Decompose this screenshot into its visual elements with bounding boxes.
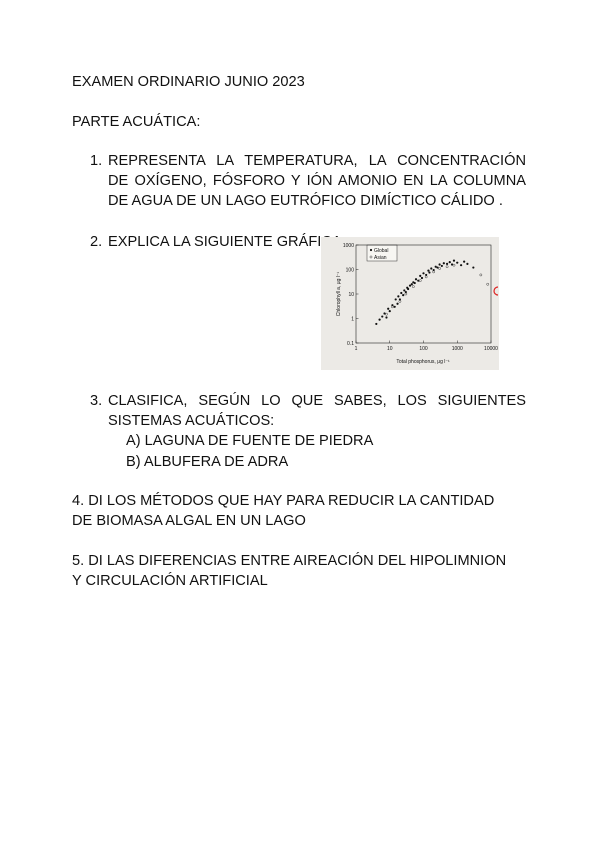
scatter-chart bbox=[321, 237, 499, 370]
x-tick-label: 10 bbox=[386, 346, 393, 352]
y-tick-label: 0.1 bbox=[347, 340, 354, 347]
scatter-point-global bbox=[387, 308, 389, 310]
scatter-point-global bbox=[430, 267, 432, 269]
x-tick-label: 1 bbox=[354, 346, 358, 352]
scatter-point-global bbox=[375, 323, 377, 325]
scatter-point-asian bbox=[412, 286, 414, 288]
scatter-point-global bbox=[466, 263, 468, 265]
data-points bbox=[375, 260, 489, 325]
x-tick-label: 10000 bbox=[484, 346, 498, 352]
scatter-point-global bbox=[414, 282, 416, 284]
scatter-point-global bbox=[403, 289, 405, 291]
scatter-point-global bbox=[395, 298, 397, 300]
legend-label-asian: Asian bbox=[374, 255, 387, 261]
question-2-text: EXPLICA LA SIGUIENTE GRÁFICA: bbox=[108, 234, 346, 250]
scatter-point-global bbox=[389, 310, 391, 312]
scatter-point-asian bbox=[399, 300, 401, 302]
question-3-option-a: A) LAGUNA DE FUENTE DE PIEDRA bbox=[126, 433, 374, 449]
y-tick-label: 1000 bbox=[342, 242, 354, 249]
chart-legend bbox=[367, 245, 397, 261]
question-4-line: 4. DI LOS MÉTODOS QUE HAY PARA REDUCIR LA CANTIDAD bbox=[72, 493, 495, 509]
scatter-point-global bbox=[460, 264, 462, 266]
scatter-point-global bbox=[436, 266, 438, 268]
question-1-number: 1. bbox=[90, 153, 103, 169]
scatter-point-global bbox=[428, 271, 430, 273]
scatter-point-global bbox=[385, 316, 387, 318]
scatter-point-global bbox=[402, 294, 404, 296]
question-4-line: DE BIOMASA ALGAL EN UN LAGO bbox=[72, 513, 306, 529]
scatter-point-global bbox=[396, 303, 398, 305]
scatter-point-asian bbox=[487, 283, 489, 285]
scatter-point-global bbox=[411, 283, 413, 285]
scatter-point-global bbox=[453, 260, 455, 262]
question-1-line: DE OXÍGENO, FÓSFORO Y IÓN AMONIO EN LA COLUMNA bbox=[108, 173, 526, 189]
question-2-number: 2. bbox=[90, 234, 103, 250]
y-axis-label: Chlorophyll a, μg l⁻¹ bbox=[336, 271, 342, 317]
scatter-point-global bbox=[421, 277, 423, 279]
scatter-point-global bbox=[400, 292, 402, 294]
scatter-point-global bbox=[439, 263, 441, 265]
scatter-point-global bbox=[463, 261, 465, 263]
question-3-line: CLASIFICA, SEGÚN LO QUE SABES, LOS SIGUIENTES bbox=[108, 393, 526, 409]
scatter-point-asian bbox=[419, 280, 421, 282]
scatter-point-global bbox=[443, 262, 445, 264]
scatter-point-asian bbox=[453, 264, 455, 266]
question-1-line: DE AGUA DE UN LAGO EUTRÓFICO DIMÍCTICO CÁLIDO . bbox=[108, 193, 503, 209]
y-tick-label: 100 bbox=[345, 267, 354, 274]
x-tick-label: 1000 bbox=[451, 346, 463, 352]
legend-marker-global bbox=[370, 249, 372, 251]
scatter-point-asian bbox=[425, 276, 427, 278]
scatter-point-asian bbox=[405, 293, 407, 295]
scatter-point-global bbox=[378, 319, 380, 321]
exam-title: EXAMEN ORDINARIO JUNIO 2023 bbox=[72, 74, 305, 90]
question-3-line: SISTEMAS ACUÁTICOS: bbox=[108, 413, 275, 429]
scatter-point-global bbox=[472, 266, 474, 268]
scatter-point-asian bbox=[446, 266, 448, 268]
question-1-line: REPRESENTA LA TEMPERATURA, LA CONCENTRACIÓN bbox=[108, 153, 526, 169]
scatter-point-asian bbox=[439, 267, 441, 269]
axis-ticks bbox=[343, 243, 498, 352]
scatter-point-global bbox=[409, 285, 411, 287]
scatter-point-global bbox=[419, 275, 421, 277]
y-tick-label: 10 bbox=[348, 291, 354, 298]
scatter-point-global bbox=[446, 263, 448, 265]
question-5-line: Y CIRCULACIÓN ARTIFICIAL bbox=[72, 573, 268, 589]
legend-label-global: Global bbox=[374, 248, 389, 254]
x-axis-label: Total phosphorus, μg l⁻¹ bbox=[396, 359, 450, 365]
x-tick-label: 100 bbox=[419, 346, 428, 352]
scatter-point-global bbox=[456, 262, 458, 264]
question-3-number: 3. bbox=[90, 393, 103, 409]
section-heading: PARTE ACUÁTICA: bbox=[72, 114, 201, 130]
scatter-point-global bbox=[422, 272, 424, 274]
question-5-line: 5. DI LAS DIFERENCIAS ENTRE AIREACIÓN DEL HIPOLIMNION bbox=[72, 553, 507, 569]
red-mark bbox=[494, 287, 498, 295]
scatter-point-asian bbox=[480, 274, 482, 276]
scatter-point-global bbox=[415, 278, 417, 280]
scatter-point-global bbox=[381, 315, 383, 317]
question-3-option-b: B) ALBUFERA DE ADRA bbox=[126, 454, 289, 470]
scatter-point-global bbox=[441, 265, 443, 267]
scatter-point-asian bbox=[385, 313, 387, 315]
scatter-point-global bbox=[394, 306, 396, 308]
scatter-point-global bbox=[397, 295, 399, 297]
y-tick-label: 1 bbox=[351, 316, 354, 323]
scatter-point-global bbox=[407, 288, 409, 290]
scatter-point-global bbox=[427, 270, 429, 272]
scatter-point-global bbox=[449, 261, 451, 263]
